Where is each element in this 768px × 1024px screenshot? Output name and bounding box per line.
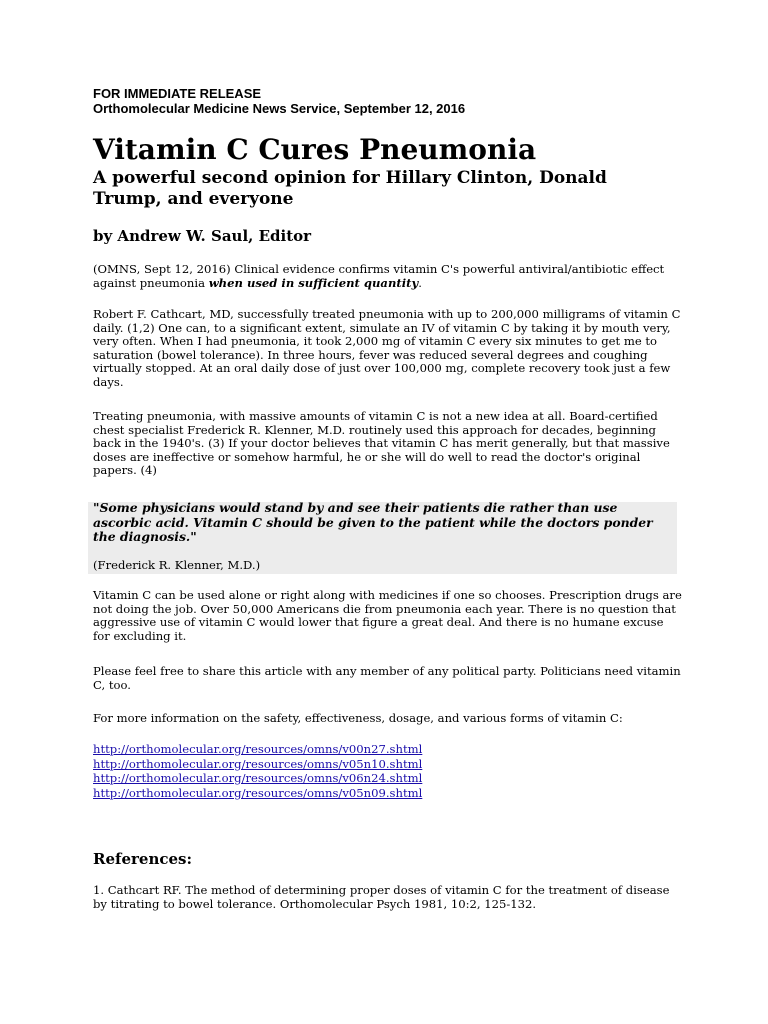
list-item [93,757,422,772]
release-label: FOR IMMEDIATE RELEASE [93,86,262,101]
service-date-line: Orthomolecular Medicine News Service, September 12, 2016 [93,101,466,116]
paragraph-klenner: Treating pneumonia, with massive amounts of vitamin C is not a new idea at all. Board-certified chest specialist Frederick R. Klenner, M.D. routinely used this approach for decades, beginning back in the 1940's. (3) If your doctor believes that vitamin C has merit generally, but that massive doses are ineffective or somehow harmful, he or she will do well to read the doctor's original papers. (4) [93,409,670,477]
paragraph-intro [93,263,683,290]
release-header [93,86,683,116]
references-heading: References: [93,850,193,868]
reference-1: 1. Cathcart RF. The method of determining proper doses of vitamin C for the treatment of disease by titrating to bowel tolerance. Orthomolecular Psych 1981, 10:2, 125-132. [93,883,670,911]
quote-attribution: (Frederick R. Klenner, M.D.) [93,558,261,572]
list-item [93,742,422,757]
byline: by Andrew W. Saul, Editor [93,227,312,245]
list-item [93,786,422,801]
article-subtitle: A powerful second opinion for Hillary Clinton, Donald Trump, and everyone [93,168,607,209]
intro-end: . [418,275,422,290]
resource-link[interactable]: http://orthomolecular.org/resources/omns/v05n10.shtml [93,756,423,771]
resource-link[interactable]: http://orthomolecular.org/resources/omns/v05n09.shtml [93,785,423,800]
resource-link[interactable]: http://orthomolecular.org/resources/omns/v06n24.shtml [93,771,423,785]
klenner-quote: "Some physicians would stand by and see their patients die rather than use ascorbic acid. Vitamin C should be given to the patient while the doctors ponder the diagnosis." [93,500,653,545]
paragraph-more-info: For more information on the safety, effectiveness, dosage, and various forms of vitamin C: [93,711,623,725]
paragraph-cathcart: Robert F. Cathcart, MD, successfully treated pneumonia with up to 200,000 milligrams of vitamin C daily. (1,2) One can, to a significant extent, simulate an IV of vitamin C by taking it by mouth very, very often. When I had pneumonia, it took 2,000 mg of vitamin C every six minutes to get me to saturation (bowel tolerance). In three hours, fever was reduced several degrees and coughing virtually stopped. At an oral daily dose of just over 100,000 mg, complete recovery took just a few days. [93,307,681,389]
intro-text: (OMNS, Sept 12, 2016) Clinical evidence confirms vitamin C's powerful antiviral/antibiotic effect against pneumonia [93,262,665,290]
paragraph-share: Please feel free to share this article with any member of any political party. Politicians need vitamin C, too. [93,664,681,692]
resource-link[interactable]: http://orthomolecular.org/resources/omns/v00n27.shtml [93,742,423,756]
intro-emphasis: when used in sufficient quantity [208,275,419,290]
resource-links [93,742,422,800]
paragraph-usage: Vitamin C can be used alone or right along with medicines if one so chooses. Prescription drugs are not doing the job. Over 50,000 Americans die from pneumonia each year. There is no question that aggressive use of vitamin C would lower that figure a great deal. And there is no humane excuse for excluding it. [93,588,682,643]
article-title: Vitamin C Cures Pneumonia [93,133,537,166]
list-item [93,771,422,786]
